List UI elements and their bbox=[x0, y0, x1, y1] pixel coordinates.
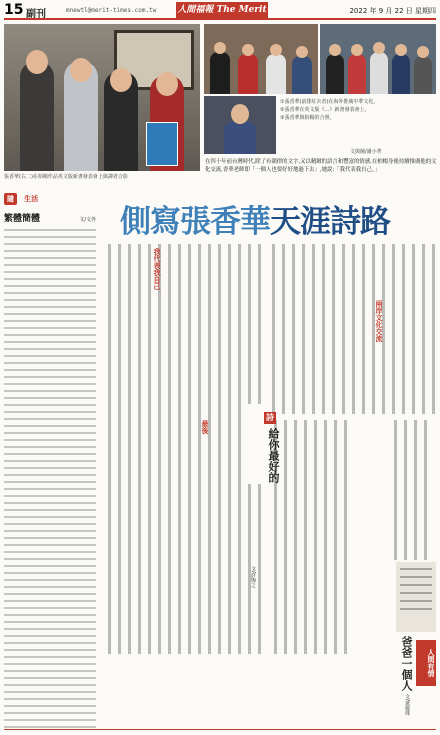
page-header bbox=[4, 2, 436, 20]
lead-paragraph: 在四十年前台灣時代,除了有韻律的文字,又以精緻的語言和豐富的情感,在柏楊身後持續推廣他的文化交流,香華老師即「一個人也要好好地過下去」,她說:「我代表我自己。」 bbox=[205, 159, 437, 173]
caption-2: ②張香華在英文版《…》新書發表會上。 bbox=[280, 107, 370, 113]
subhead-3: 兩岸文化交流 bbox=[375, 300, 383, 342]
right-article-author: 文/黃麗珠 bbox=[404, 694, 410, 716]
photo-4 bbox=[204, 96, 276, 154]
poet-bio-box bbox=[396, 562, 436, 632]
photo-2 bbox=[204, 24, 318, 94]
poem-title: 給你最好的 bbox=[267, 428, 280, 483]
headline-part-2: 天涯詩路 bbox=[270, 204, 390, 240]
photo-captions-right bbox=[280, 98, 436, 122]
headline-part-1: 側寫張香華 bbox=[120, 204, 270, 240]
main-photo-caption: 張香華(右二)在柏楊作品英文版新書發表會上與譯者合影 bbox=[4, 174, 128, 180]
subhead-2: 最後 bbox=[201, 420, 209, 434]
column-tag-name: 生活 bbox=[24, 195, 39, 203]
subhead-1: 我代表我自己 bbox=[153, 248, 161, 290]
right-article-title: 爸爸一個人 bbox=[400, 636, 413, 691]
caption-1: ①張香華(前排紅衣者)在海外推廣中華文化。 bbox=[280, 99, 379, 105]
issue-date: 2022 年 9 月 22 日 星期四 bbox=[349, 7, 436, 15]
poem-author: 文/許悔之 bbox=[250, 566, 256, 588]
column-author: 文/文外 bbox=[79, 217, 96, 223]
photo-3 bbox=[320, 24, 436, 94]
page-footer-rule bbox=[4, 729, 436, 733]
photographer-credit: 文與圖/潘小菁 bbox=[350, 149, 382, 155]
left-column bbox=[4, 186, 96, 733]
section-name: 副刊 bbox=[26, 9, 46, 20]
main-photo bbox=[4, 24, 200, 171]
page-number: 15 bbox=[4, 2, 24, 18]
caption-3: ③張香華與柏楊的合照。 bbox=[280, 115, 335, 121]
site-email: mnewtl@merit-times.com.tw bbox=[66, 7, 157, 14]
headline bbox=[120, 196, 440, 238]
column-tag: 隨 bbox=[4, 193, 17, 205]
newspaper-logo: 人間福報 The Merit bbox=[176, 2, 268, 18]
column-text bbox=[4, 229, 96, 728]
poem-tag: 詩 bbox=[266, 413, 274, 422]
right-article-tag: 人間有情 bbox=[416, 640, 436, 686]
column-title: 繁體簡體 bbox=[4, 214, 41, 224]
